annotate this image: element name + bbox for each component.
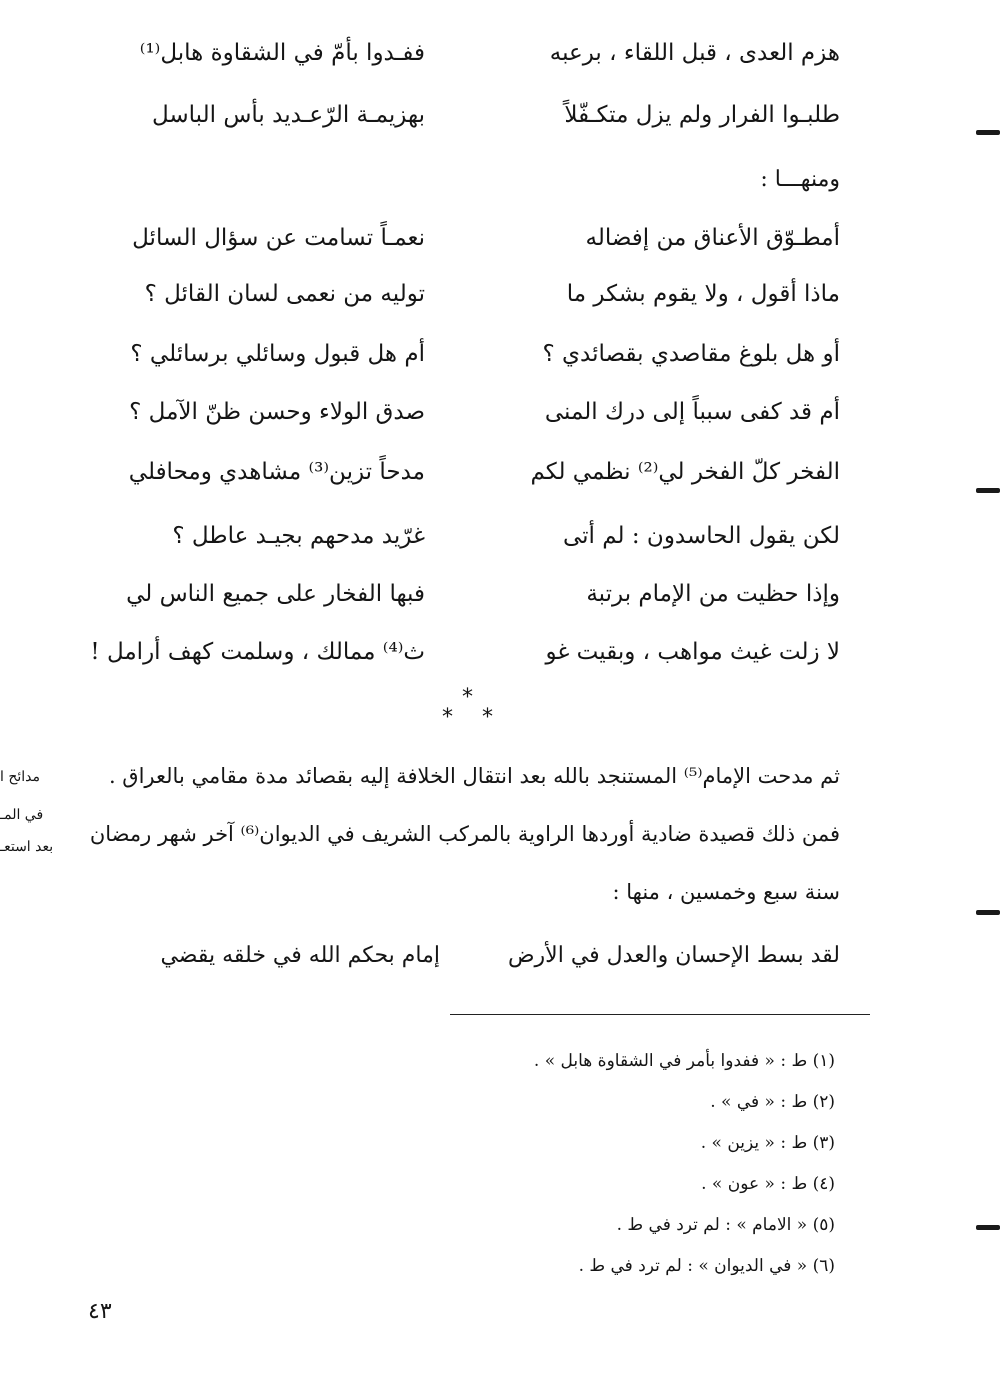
footnote: (٤) ط : « عون » . [701,1174,835,1194]
verse-line [80,444,840,500]
verse-right-hemistich: لا زلت غيث مواهب ، وبقيت غو [545,639,840,665]
verse-right-hemistich: طلبـوا الفرار ولم يزل متكـفّلاً [564,102,840,128]
verse-right-hemistich: لقد بسط الإحسان والعدل في الأرض [507,943,840,968]
verse-line [80,25,840,81]
footnote: (٦) « في الديوان » : لم ترد في ط . [578,1256,835,1276]
verse-line [80,87,840,143]
verse-line [80,928,840,984]
scan-edge-mark [976,1225,1000,1230]
verse-right-hemistich: ماذا أقول ، ولا يقوم بشكر ما [566,281,840,307]
verse-left-hemistich: غرّيد مدحهم بجيـد عاطل ؟ [172,523,425,549]
verse-left-hemistich: ففـدوا بأمّ في الشقاوة هابل⁽¹⁾ [139,40,425,66]
separator-star: * [482,705,493,730]
footnote: (٢) ط : « في » . [710,1092,835,1112]
separator-star: * [442,705,453,730]
verse-line [80,508,840,564]
verse-left-hemistich: صدق الولاء وحسن ظنّ الآمل ؟ [129,399,425,425]
verse-left-hemistich: بهزيمـة الرّعـديد بأس الباسل [151,102,425,128]
section-separator [430,685,510,733]
scan-edge-mark [976,910,1000,915]
facing-page-margin-text: بعد استعـ [0,839,54,855]
verse-right-hemistich: أم قد كفى سبباً إلى درك المنى [544,399,840,425]
scan-edge-mark [976,130,1000,135]
scan-edge-mark [976,488,1000,493]
verse-left-hemistich: أم هل قبول وسائلي برسائلي ؟ [130,341,425,367]
verse-line [80,210,840,266]
separator-star: * [462,685,473,710]
verse-right-hemistich: أو هل بلوغ مقاصدي بقصائدي ؟ [542,341,840,367]
verse-left-hemistich: إمام بحكم الله في خلقه يقضي [160,943,440,968]
verse-left-hemistich: ث⁽⁴⁾ ممالك ، وسلمت كهف أرامل ! [90,639,425,665]
prose-line: سنة سبع وخمسين ، منها : [612,880,840,904]
footnote: (٥) « الامام » : لم ترد في ط . [616,1215,835,1235]
verse-right-hemistich: هزم العدى ، قبل اللقاء ، برعبه [549,40,840,66]
facing-page-margin-text: في المـ [0,807,44,823]
verse-left-hemistich: فبها الفخار على جميع الناس لي [126,581,425,607]
page-number: ٤٣ [88,1299,112,1324]
verse-left-hemistich: نعمـاً تسامت عن سؤال السائل [132,225,425,251]
verse-line [80,326,840,382]
verse-line [80,624,840,680]
facing-page-margin-text: مدائح ا [0,769,41,785]
verse-right-hemistich: لكن يقول الحاسدون : لم أتى [562,523,840,549]
footnote: (٣) ط : « يزين » . [700,1133,835,1153]
verse-right-hemistich: أمطـوّق الأعناق من إفضاله [585,225,840,251]
prose-line: فمن ذلك قصيدة ضادية أوردها الراوية بالمركب الشريف في الديوان⁽⁶⁾ آخر شهر رمضان [89,822,840,846]
prose-line: ثم مدحت الإمام⁽⁵⁾ المستنجد بالله بعد انتقال الخلافة إليه بقصائد مدة مقامي بالعراق . [108,764,840,788]
verse-left-hemistich: توليه من نعمى لسان القائل ؟ [144,281,425,307]
verse-line [80,384,840,440]
minha-label: ومنهـــا : [760,167,840,192]
footnote-divider [450,1014,870,1015]
verse-line [80,566,840,622]
footnote: (١) ط : « ففدوا بأمر في الشقاوة هابل » . [533,1051,835,1071]
verse-left-hemistich: مدحاً تزين⁽³⁾ مشاهدي ومحافلي [128,459,425,485]
verse-right-hemistich: وإذا حظيت من الإمام برتبة [586,581,840,607]
verse-right-hemistich: الفخر كلّ الفخر لي⁽²⁾ نظمي لكم [530,459,840,485]
verse-line [80,266,840,322]
